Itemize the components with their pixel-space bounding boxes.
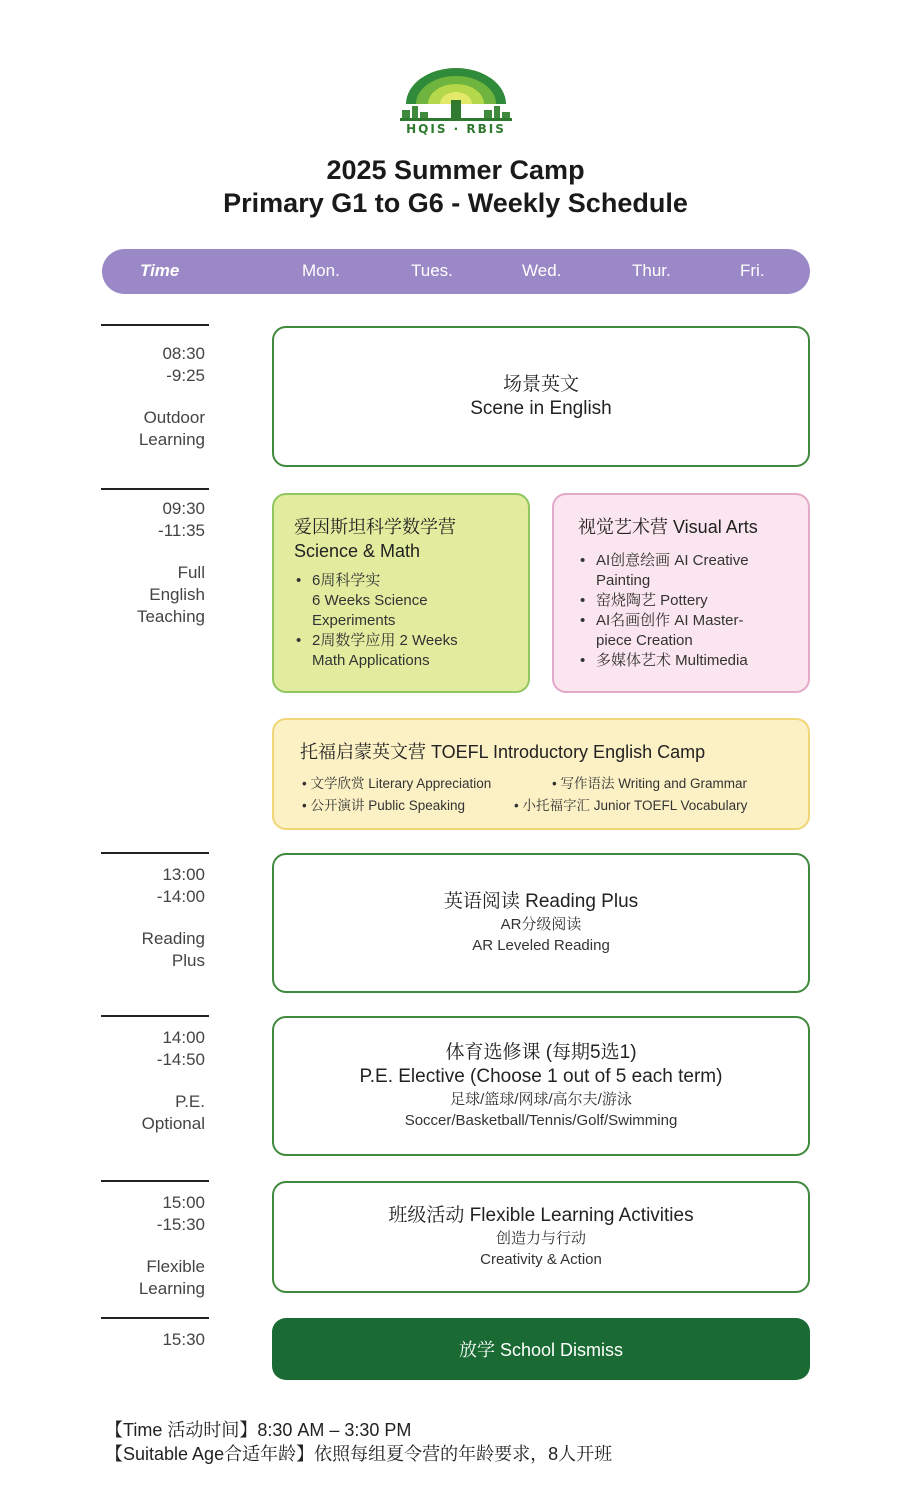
visual-arts-card xyxy=(552,493,810,693)
header-day-fri: Fri. xyxy=(740,261,765,280)
item-line: Math Applications xyxy=(312,652,430,669)
card-sub-en: Creativity & Action xyxy=(480,1251,602,1268)
footer-time: 【Time 活动时间】8:30 AM – 3:30 PM xyxy=(105,1420,412,1440)
time-label: Full xyxy=(177,563,205,582)
arts-list xyxy=(578,551,804,671)
header-day-tue: Tues. xyxy=(411,261,453,280)
school-dismiss-banner xyxy=(272,1318,810,1380)
science-list xyxy=(294,571,520,671)
time-slot-5 xyxy=(101,1329,205,1351)
card-sub-en: Soccer/Basketball/Tennis/Golf/Swimming xyxy=(404,1112,678,1129)
item-text: 写作语法 Writing and Grammar xyxy=(560,776,748,791)
list-item xyxy=(578,591,804,611)
time-end: -14:50 xyxy=(156,1050,205,1069)
card-title-zh: 体育选修课 (每期5选1) xyxy=(445,1042,637,1063)
science-math-card xyxy=(272,493,530,693)
time-start: 15:00 xyxy=(162,1193,205,1212)
item-line: • 多媒体艺术 Multimedia xyxy=(596,652,748,669)
time-slot-2 xyxy=(101,864,205,972)
card-sub-zh: 创造力与行动 xyxy=(495,1230,586,1247)
pe-elective-card xyxy=(272,1016,810,1156)
time-divider xyxy=(101,1015,209,1017)
time-label: Teaching xyxy=(136,607,205,626)
dismiss-text: 放学 School Dismiss xyxy=(458,1340,624,1360)
time-slot-0 xyxy=(101,343,205,451)
scene-english-card xyxy=(272,326,810,467)
time-start: 13:00 xyxy=(162,865,205,884)
time-label: Plus xyxy=(171,951,205,970)
card-sub-en: AR Leveled Reading xyxy=(472,937,610,954)
logo-text: HQIS · RBIS xyxy=(406,122,506,136)
header-day-mon: Mon. xyxy=(302,261,340,280)
time-start: 15:30 xyxy=(162,1330,205,1349)
time-slot-4 xyxy=(101,1192,205,1300)
list-item xyxy=(294,571,520,631)
time-slot-1 xyxy=(101,498,205,628)
time-label: Outdoor xyxy=(143,408,205,427)
footer-age: 【Suitable Age合适年龄】依照每组夏令营的年龄要求，8人开班 xyxy=(105,1444,613,1464)
item-line: • 6周科学实 xyxy=(312,572,381,589)
toefl-item: • 写作语法 Writing and Grammar xyxy=(552,776,748,791)
list-item xyxy=(578,651,804,671)
time-start: 08:30 xyxy=(162,344,205,363)
toefl-item: • 小托福字汇 Junior TOEFL Vocabulary xyxy=(514,798,748,813)
item-text: 文学欣赏 Literary Appreciation xyxy=(310,776,492,791)
card-title-en: Scene in English xyxy=(470,397,612,419)
time-label: Reading xyxy=(141,929,205,948)
time-divider xyxy=(101,324,209,326)
time-start: 14:00 xyxy=(162,1028,205,1047)
toefl-item: • 文学欣赏 Literary Appreciation xyxy=(302,776,492,791)
time-label: Optional xyxy=(141,1114,205,1133)
time-start: 09:30 xyxy=(162,499,205,518)
time-divider xyxy=(101,1317,209,1319)
header-day-wed: Wed. xyxy=(522,261,562,280)
toefl-item: • 公开演讲 Public Speaking xyxy=(302,798,466,813)
card-title-en: P.E. Elective (Choose 1 out of 5 each term) xyxy=(359,1066,723,1087)
item-line: 6 Weeks Science xyxy=(312,592,428,609)
time-divider xyxy=(101,852,209,854)
reading-plus-card xyxy=(272,853,810,993)
list-item xyxy=(294,631,520,671)
time-label: P.E. xyxy=(175,1092,205,1111)
item-text: 小托福字汇 Junior TOEFL Vocabulary xyxy=(522,798,748,813)
time-end: -14:00 xyxy=(156,887,205,906)
time-divider xyxy=(101,1180,209,1182)
item-line: Experiments xyxy=(312,612,396,629)
item-line: piece Creation xyxy=(596,632,693,649)
time-label: Learning xyxy=(138,430,205,449)
card-title: 英语阅读 Reading Plus xyxy=(443,891,639,912)
card-sub-zh: 足球/篮球/网球/高尔夫/游泳 xyxy=(450,1091,632,1108)
page-subtitle: Primary G1 to G6 - Weekly Schedule xyxy=(223,188,688,218)
time-end: -15:30 xyxy=(156,1215,205,1234)
item-line: • 2周数学应用 2 Weeks xyxy=(312,632,458,649)
card-sub-zh: AR分级阅读 xyxy=(500,916,582,933)
card-title xyxy=(294,515,456,563)
time-label: English xyxy=(149,585,205,604)
toefl-card xyxy=(272,718,810,830)
card-title: 班级活动 Flexible Learning Activities xyxy=(388,1205,694,1226)
time-slot-3 xyxy=(101,1027,205,1135)
time-end: -11:35 xyxy=(158,521,205,540)
page-title: 2025 Summer Camp xyxy=(326,155,585,185)
item-line: • 窑烧陶艺 Pottery xyxy=(596,592,708,609)
item-line: • AI创意绘画 AI Creative xyxy=(596,552,749,569)
time-label: Learning xyxy=(138,1279,205,1298)
weekday-header xyxy=(102,249,810,294)
card-title-zh: 场景英文 xyxy=(502,373,579,395)
time-label: Flexible xyxy=(146,1257,205,1276)
item-line: • AI名画创作 AI Master- xyxy=(596,612,744,629)
flexible-learning-card xyxy=(272,1181,810,1293)
header-time: Time xyxy=(140,261,180,280)
item-text: 公开演讲 Public Speaking xyxy=(310,798,466,813)
time-end: -9:25 xyxy=(166,366,205,385)
card-title: 视觉艺术营 Visual Arts xyxy=(578,517,758,537)
time-divider xyxy=(101,488,209,490)
card-title-en: Science & Math xyxy=(294,541,421,561)
card-title: 托福启蒙英文营 TOEFL Introductory English Camp xyxy=(300,742,706,762)
list-item xyxy=(578,551,804,591)
header-day-thu: Thur. xyxy=(632,261,671,280)
list-item xyxy=(578,611,804,651)
card-title-zh: 爱因斯坦科学数学营 xyxy=(294,517,456,537)
item-line: Painting xyxy=(596,572,651,589)
